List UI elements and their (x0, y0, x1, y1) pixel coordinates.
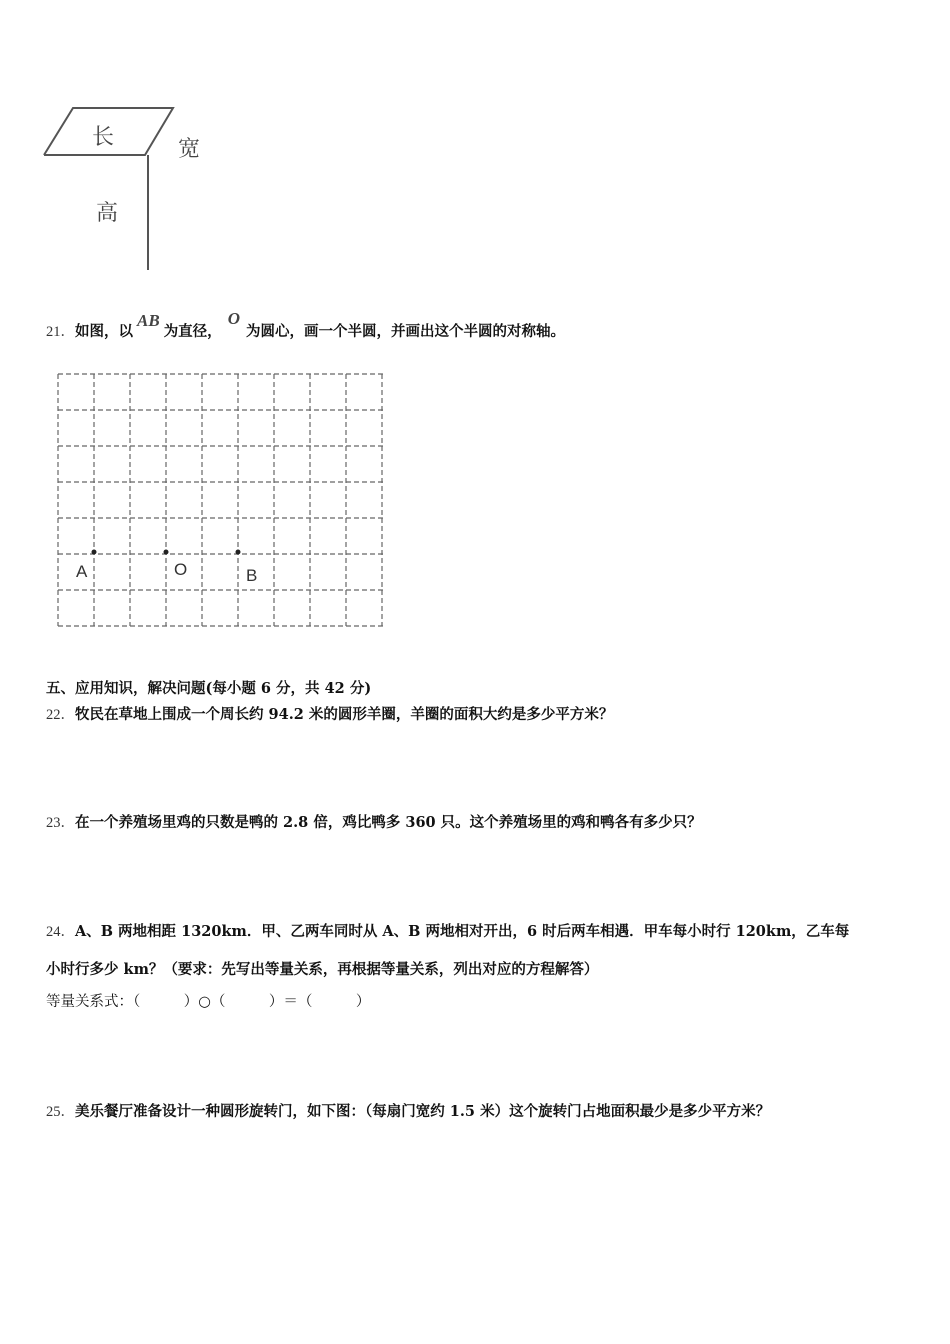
cuboid-figure (40, 100, 240, 280)
question-text: 牧民在草地上围成一个周长约 94.2 米的圆形羊圈，羊圈的面积大约是多少平方米？ (75, 706, 614, 723)
question-number: 22． (46, 707, 75, 723)
grid-label-o: O (174, 560, 188, 579)
point-o (164, 550, 169, 555)
question-25 (46, 1100, 770, 1121)
question-number: 23． (46, 815, 75, 831)
question-text-line1: A、B 两地相距 1320km．甲、乙两车同时从 A、B 两地相对开出，6 时后两车相遇．甲车每小时行 120km，乙车每 (75, 923, 850, 940)
question-text: 在一个养殖场里鸡的只数是鸭的 2.8 倍，鸡比鸭多 360 只。这个养殖场里的鸡和鸭各有多少只？ (75, 814, 702, 831)
section-title: 五、应用知识，解决问题(每小题 6 分，共 42 分) (46, 680, 372, 697)
label-high: 高 (96, 201, 119, 226)
grid-label-a: A (76, 562, 88, 581)
cuboid-lines (40, 100, 240, 280)
point-b (236, 550, 241, 555)
grid-label-b: B (246, 566, 258, 585)
question-21: 21．如图，以AB为直径，O为圆心，画一个半圆，并画出这个半圆的对称轴。 (46, 309, 565, 340)
question-22 (46, 703, 613, 724)
point-a (92, 550, 97, 555)
question-number: 24． (46, 924, 75, 940)
question-24 (46, 920, 849, 941)
math-o: O (227, 309, 240, 328)
question-23 (46, 811, 702, 832)
equation-relation: 等量关系式：（ ）○（ ）＝（ ） (46, 994, 371, 1010)
math-ab: AB (137, 311, 160, 330)
label-wide: 宽 (178, 137, 201, 162)
question-number: 25． (46, 1104, 75, 1120)
question-number: 21． (46, 324, 75, 340)
question-24-line2: 小时行多少 km？（要求：先写出等量关系，再根据等量关系，列出对应的方程解答） (46, 961, 599, 978)
label-long: 长 (92, 125, 115, 150)
grid-lines (56, 370, 388, 632)
dashed-grid (56, 370, 388, 632)
question-text: 美乐餐厅准备设计一种圆形旋转门，如下图：（每扇门宽约 1.5 米）这个旋转门占地面积最少是多少平方米？ (75, 1103, 771, 1120)
